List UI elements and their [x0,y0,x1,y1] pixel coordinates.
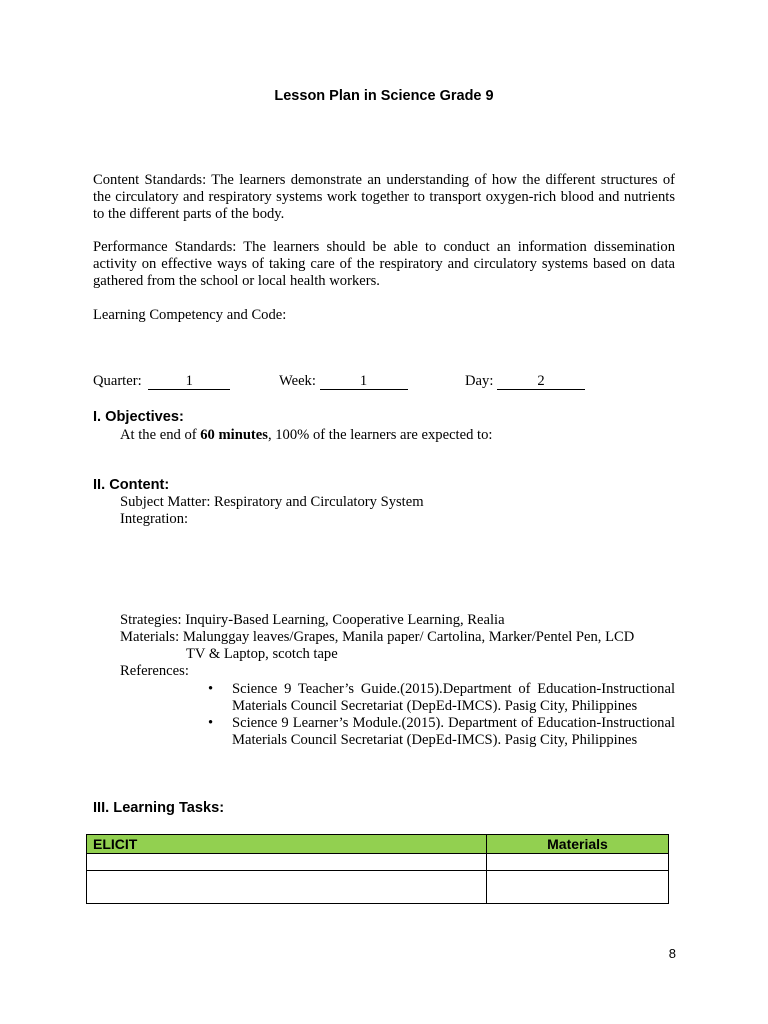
integration-label: Integration: [120,511,189,527]
performance-standards: Performance Standards: The learners should be able to conduct an information dissemination activity on effective ways of taking care of the respiratory and circulatory systems based on data gathered from the school or local health workers. [93,239,675,289]
bullet-icon: • [208,715,214,731]
objectives-text [120,427,492,444]
table-cell [487,871,669,904]
content-heading: II. Content: [93,477,170,493]
page-number: 8 [668,946,676,961]
objectives-text-end: , 100% of the learners are expected to: [267,427,493,443]
learning-tasks-heading: III. Learning Tasks: [93,800,225,816]
reference-text: Science 9 Teacher’s Guide.(2015).Department of Education-Instructional Materials Council Secretariat (DepEd-IMCS). Pasig City, Philippines [232,681,675,714]
list-item [208,681,675,715]
week-label: Week: [279,373,316,389]
reference-text: Science 9 Learner’s Module.(2015). Department of Education-Instructional Materials Council Secretariat (DepEd-IMCS). Pasig City, Philippines [232,715,675,748]
table-header-row [87,835,669,854]
materials-header: Materials [487,835,669,854]
page-title: Lesson Plan in Science Grade 9 [274,88,494,104]
bullet-icon: • [208,681,214,697]
objectives-duration: 60 minutes [200,427,268,443]
day-value: 2 [497,374,585,390]
subject-matter: Subject Matter: Respiratory and Circulatory System [120,494,424,510]
week-value: 1 [320,374,408,390]
day-field [465,373,585,390]
quarter-field [93,373,230,390]
quarter-value: 1 [148,374,230,390]
quarter-label: Quarter: [93,373,142,389]
table-cell [87,871,487,904]
objectives-heading: I. Objectives: [93,409,184,425]
content-standards: Content Standards: The learners demonstrate an understanding of how the different structures of the circulatory and respiratory systems work together to transport oxygen-rich blood and nutrients to the different parts of the body. [93,172,675,222]
learning-competency-label: Learning Competency and Code: [93,307,287,323]
week-field [279,373,408,390]
table-row [87,854,669,871]
strategies: Strategies: Inquiry-Based Learning, Cooperative Learning, Realia [120,612,505,628]
elicit-header: ELICIT [87,835,487,854]
learning-tasks-table [86,834,669,904]
table-row [87,871,669,904]
references-list [208,681,675,749]
day-label: Day: [465,373,494,389]
objectives-text-start: At the end of [120,427,201,443]
list-item [208,715,675,749]
table-cell [87,854,487,871]
table-cell [487,854,669,871]
references-label: References: [120,663,189,679]
materials-line-2: TV & Laptop, scotch tape [186,646,338,662]
materials-line-1: Materials: Malunggay leaves/Grapes, Manila paper/ Cartolina, Marker/Pentel Pen, LCD [120,629,635,645]
